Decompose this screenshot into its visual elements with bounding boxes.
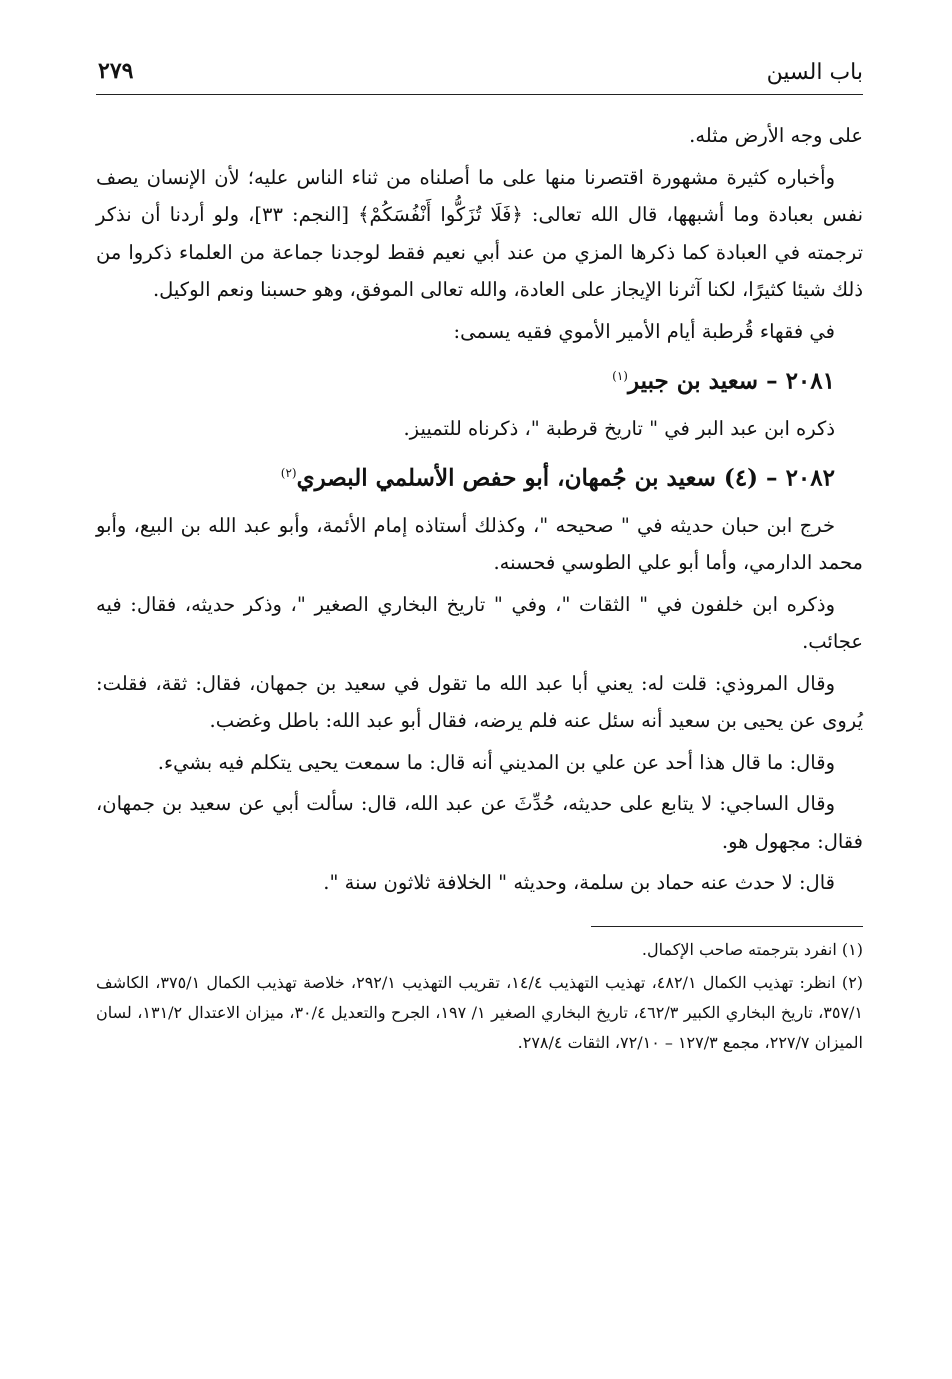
footnote: (١) انفرد بترجمته صاحب الإكمال.	[641, 939, 863, 959]
footnote-divider	[591, 926, 863, 927]
running-header	[96, 50, 863, 95]
footnote-ref: (١)	[612, 369, 628, 383]
paragraph: على وجه الأرض مثله.	[689, 124, 863, 147]
entry-heading-2082	[96, 451, 863, 501]
page-number: ٢٧٩	[98, 58, 134, 84]
paragraph: وقال المروذي: قلت له: يعني أبا عبد الله ما تقول في سعيد بن جمهان، فقال: ثقة، فقلت: يُروى عن يحيى بن سعيد أنه سئل عنه فلم يرضه، فقال أبو عبد الله: باطل وغضب.	[96, 671, 863, 733]
paragraph: ذكره ابن عبد البر في " تاريخ قرطبة "، ذكرناه للتمييز.	[403, 416, 835, 440]
paragraph: وقال الساجي: لا يتابع على حديثه، حُدِّثَ عن عبد الله، قال: سألت أبي عن سعيد بن جمهان، فقال: مجهول هو.	[96, 792, 863, 853]
chapter-title: باب السين	[766, 60, 863, 85]
book-page	[96, 50, 863, 1061]
entry-title-text: ٢٠٨١ – سعيد بن جبير	[627, 367, 835, 395]
footnotes	[96, 926, 863, 1058]
footnote: (٢) انظر: تهذيب الكمال ٤٨٢/١، تهذيب التهذيب ١٤/٤، تقريب التهذيب ٢٩٢/١، خلاصة تهذيب الكمال ٣٧٥/١، الكاشف ٣٥٧/١، تاريخ البخاري الكبير ٤٦٢/٣، تاريخ البخاري الصغير ١/ ١٩٧، الجرح والتعديل ٣٠/٤، ميزان الاعتدال ١٣١/٢، لسان الميزان ٢٢٧/٧، مجمع ١٢٧/٣ – ٧٢/١٠، الثقات ٢٧٨/٤.	[96, 972, 864, 1052]
paragraph: قال: لا حدث عنه حماد بن سلمة، وحديثه " الخلافة ثلاثون سنة ".	[323, 871, 835, 895]
paragraph: وأخباره كثيرة مشهورة اقتصرنا منها على ما أصلناه من ثناء الناس عليه؛ لأن الإنسان يصف نفس بعبادة وما أشبهها، قال الله تعالى: ﴿فَلَا تُزَكُّوا أَنْفُسَكُمْ﴾ [النجم: ٣٣]، ولو أردنا أن نذكر ترجمته في العبادة كما ذكرها المزي من عند أبي نعيم فقط لوجدنا جماعة من العلماء ذكروا من ذلك شيئا كثيرًا، لكنا آثرنا الإيجاز على العادة، والله تعالى الموفق، وهو حسبنا ونعم الوكيل.	[96, 165, 863, 301]
paragraph: في فقهاء قُرطبة أيام الأمير الأموي فقيه يسمى:	[453, 319, 835, 343]
paragraph: خرج ابن حبان حديثه في " صحيحه "، وكذلك أستاذه إمام الأئمة، وأبو عبد الله بن البيع، وأبو محمد الدارمي، وأما أبو علي الطوسي فحسنه.	[96, 513, 863, 575]
paragraph: وذكره ابن خلفون في " الثقات "، وفي " تاريخ البخاري الصغير "، وذكر حديثه، فقال: فيه عجائب.	[96, 592, 863, 654]
main-text	[96, 117, 863, 902]
entry-title-text: ٢٠٨٢ – (٤) سعيد بن جُمهان، أبو حفص الأسلمي البصري	[296, 464, 835, 492]
footnote-ref: (٢)	[280, 466, 297, 481]
paragraph: وقال: ما قال هذا أحد عن علي بن المديني أنه قال: ما سمعت يحيى يتكلم فيه بشيء.	[157, 750, 835, 774]
entry-heading-2081	[96, 354, 863, 404]
